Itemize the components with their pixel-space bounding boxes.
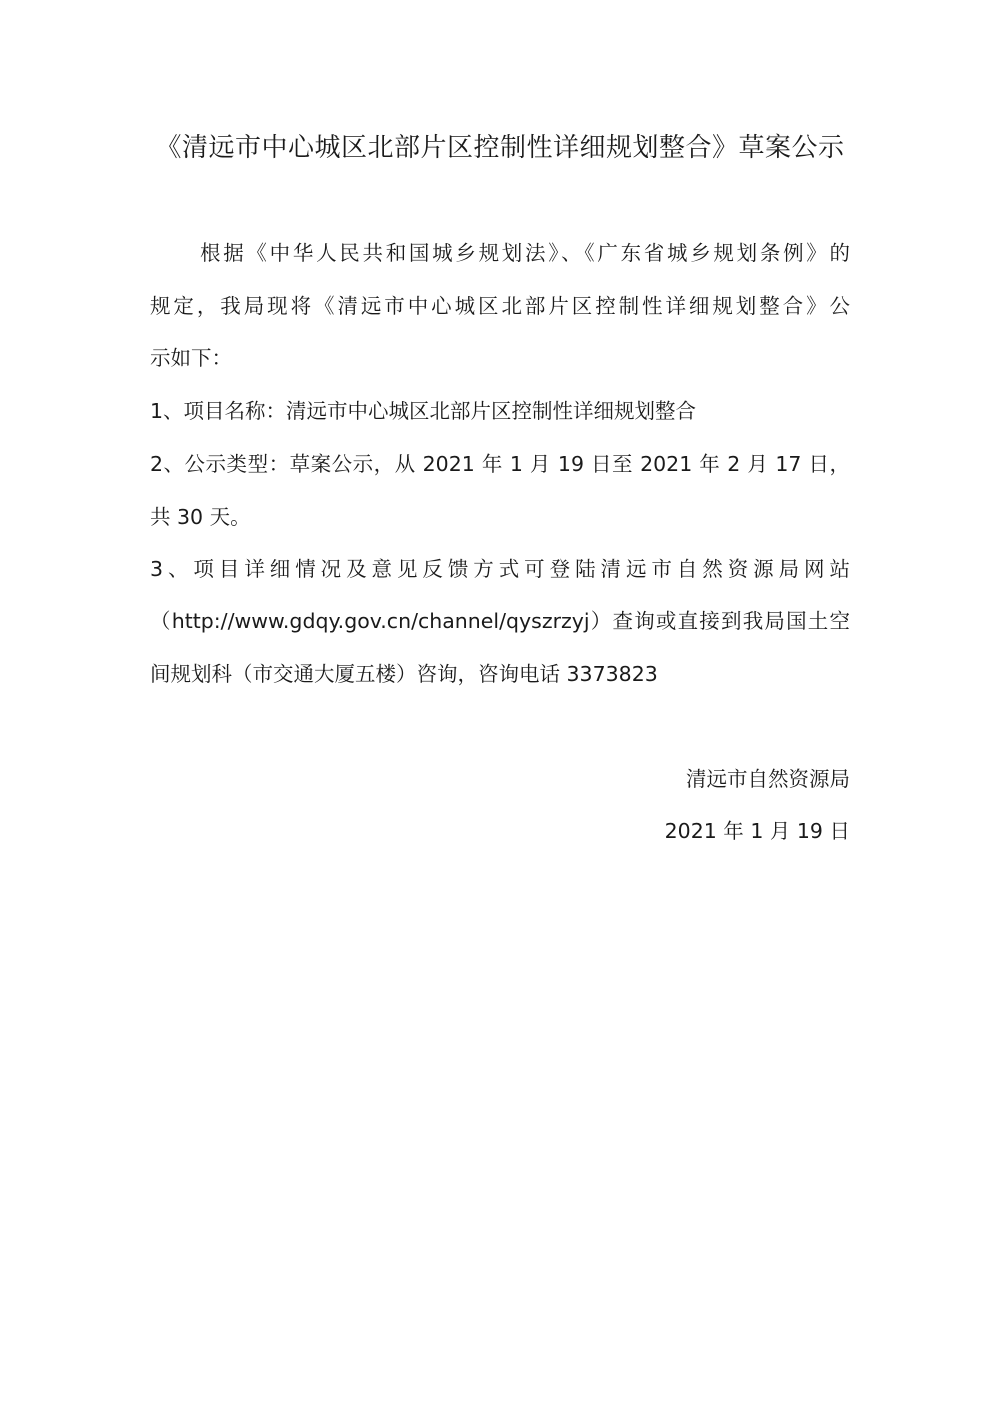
item-3-line-3: 间规划科（市交通大厦五楼）咨询，咨询电话 3373823 [150,662,658,686]
intro-line-2: 规定，我局现将《清远市中心城区北部片区控制性详细规划整合》公 [150,294,850,318]
item-2-line-2: 共 30 天。 [150,505,251,529]
item-2-line-1: 2、公示类型：草案公示，从 2021 年 1 月 19 日至 2021 年 2 月 17 日， [150,452,850,476]
item-1-project-name: 1、项目名称：清远市中心城区北部片区控制性详细规划整合 [150,399,697,423]
item-3-line-2: （http://www.gdqy.gov.cn/channel/qyszrzyj）查询或直接到我局国土空 [150,609,850,633]
signature-date: 2021 年 1 月 19 日 [664,819,850,843]
item-3-line-1: 3、项目详细情况及意见反馈方式可登陆清远市自然资源局网站 [150,557,850,581]
signature-organization: 清远市自然资源局 [686,767,850,791]
document-title: 《清远市中心城区北部片区控制性详细规划整合》草案公示 [155,133,845,163]
intro-line-1: 根据《中华人民共和国城乡规划法》、《广东省城乡规划条例》的 [200,241,850,265]
intro-line-3: 示如下： [150,346,232,370]
